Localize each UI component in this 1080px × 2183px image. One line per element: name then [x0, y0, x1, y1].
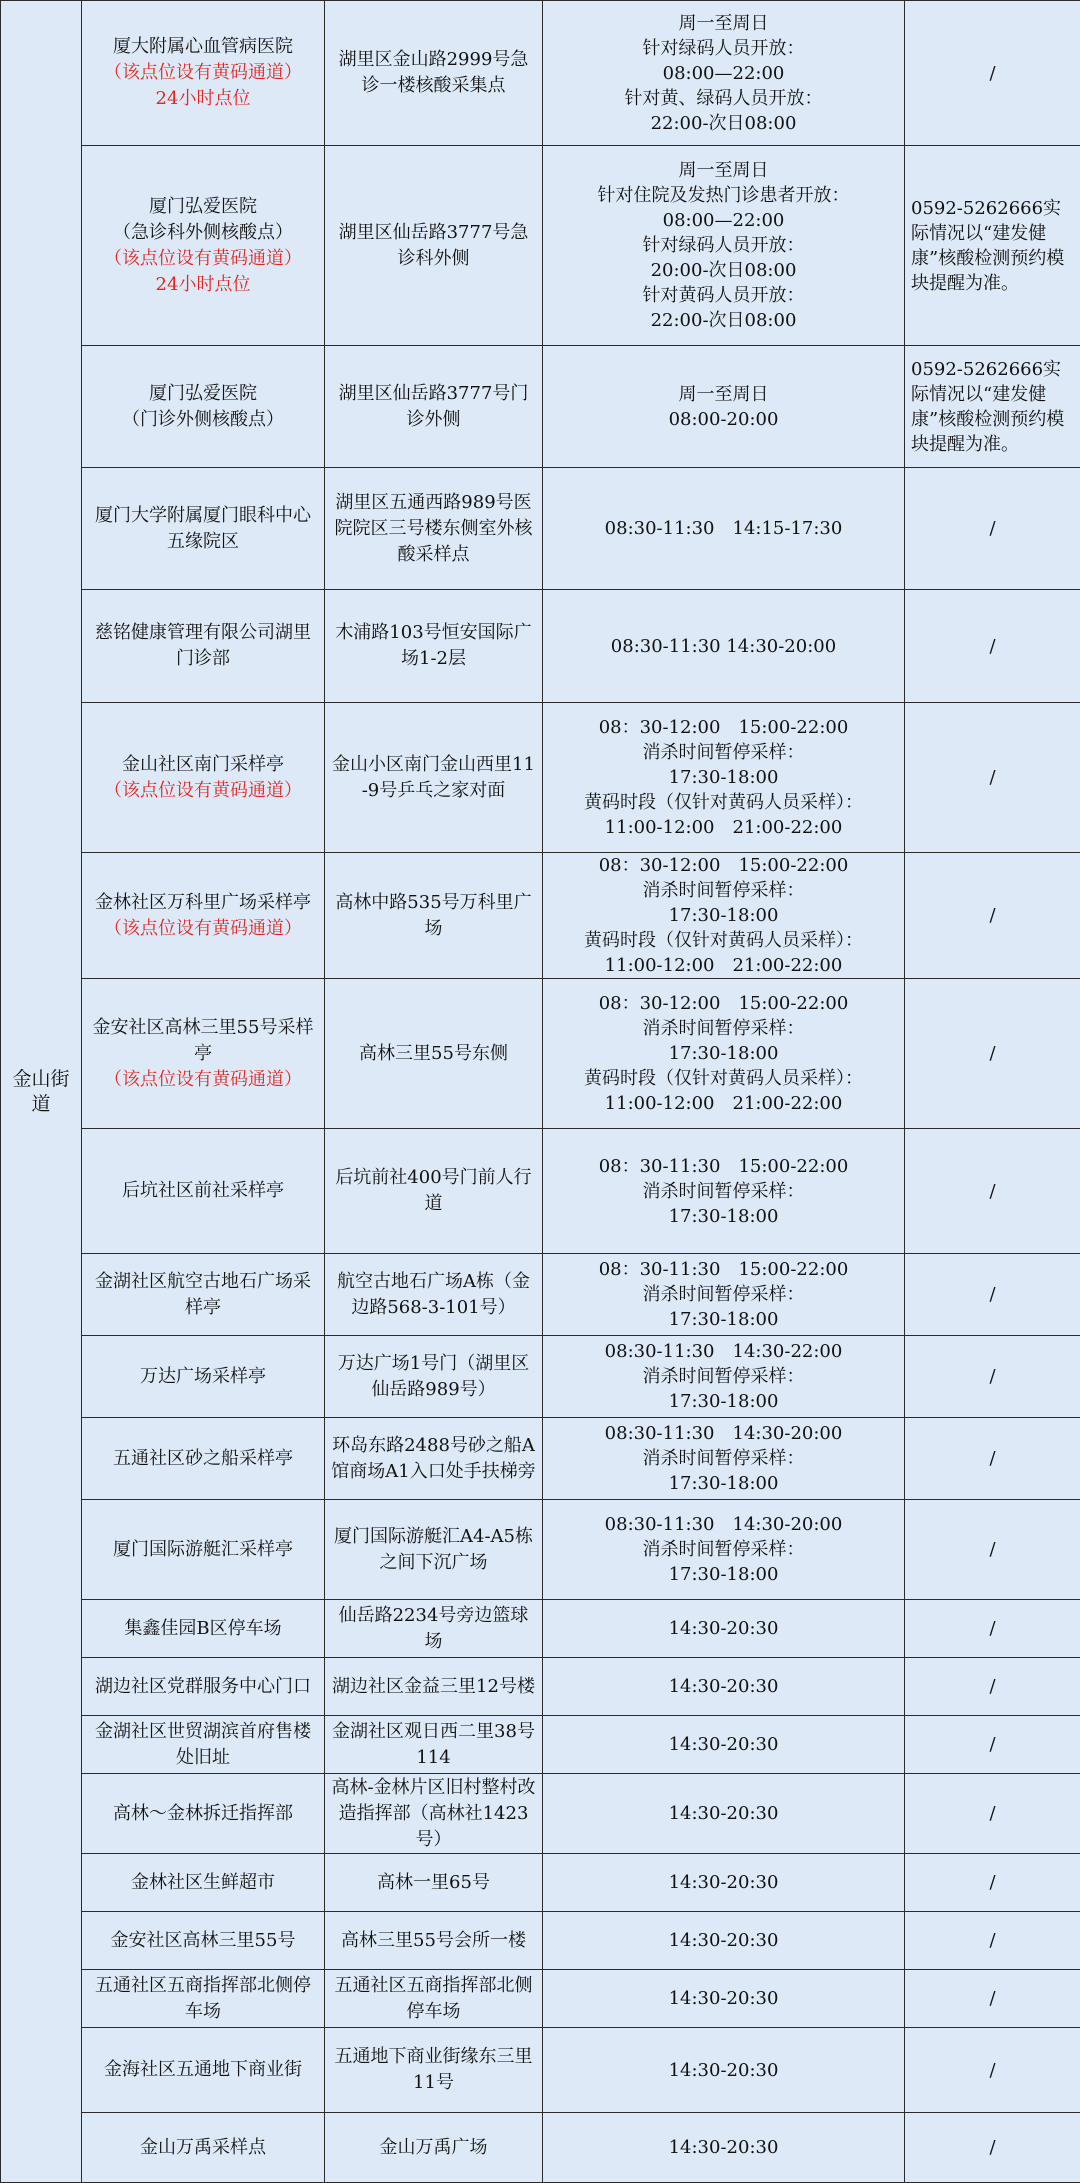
address-cell: 湖里区五通西路989号医院院区三号楼东侧室外核酸采样点: [325, 468, 543, 590]
cell-line: 针对住院及发热门诊患者开放：: [549, 183, 898, 208]
cell-line: 08:30-11:30 14:30-20:00: [549, 1512, 898, 1537]
address-cell: 木浦路103号恒安国际广场1-2层: [325, 590, 543, 703]
hours-cell: [543, 1658, 905, 1716]
cell-line: 14:30-20:30: [549, 1928, 898, 1953]
address-cell: 后坑前社400号门前人行道: [325, 1129, 543, 1254]
hours-cell: [543, 346, 905, 468]
cell-line: 14:30-20:30: [549, 1870, 898, 1895]
table-row: [1, 468, 1080, 590]
cell-line: 厦门弘爱医院: [88, 381, 318, 407]
site-name-cell: [82, 1658, 325, 1716]
table-row: [1, 1336, 1080, 1418]
hours-cell: [543, 1500, 905, 1600]
contact-cell: /: [905, 1129, 1080, 1254]
contact-cell: /: [905, 979, 1080, 1129]
site-name-cell: [82, 1336, 325, 1418]
site-name-cell: [82, 1854, 325, 1912]
cell-line: 五通社区五商指挥部北侧停车场: [88, 1973, 318, 2025]
contact-cell: /: [905, 1336, 1080, 1418]
cell-line: 金湖社区世贸湖滨首府售楼处旧址: [88, 1719, 318, 1771]
cell-line: 17:30-18:00: [549, 1307, 898, 1332]
cell-line: 消杀时间暂停采样：: [549, 1282, 898, 1307]
cell-line: 11:00-12:00 21:00-22:00: [549, 953, 898, 978]
cell-line: 17:30-18:00: [549, 1041, 898, 1066]
cell-line: 08:00—22:00: [549, 61, 898, 86]
table-body: [1, 1, 1080, 2183]
contact-cell: /: [905, 2028, 1080, 2113]
cell-line: 22:00-次日08:00: [549, 308, 898, 333]
contact-cell: /: [905, 2113, 1080, 2183]
yellow-code-note: （该点位设有黄码通道）: [88, 778, 318, 804]
cell-line: 慈铭健康管理有限公司湖里门诊部: [88, 620, 318, 672]
cell-line: 11:00-12:00 21:00-22:00: [549, 815, 898, 840]
cell-line: 金海社区五通地下商业街: [88, 2057, 318, 2083]
hours-cell: [543, 1, 905, 146]
address-cell: 湖里区金山路2999号急诊一楼核酸采集点: [325, 1, 543, 146]
table-row: [1, 2113, 1080, 2183]
address-cell: 金湖社区观日西二里38号114: [325, 1716, 543, 1774]
cell-line: 厦门弘爱医院: [88, 194, 318, 220]
site-name-cell: [82, 1774, 325, 1854]
table-row: [1, 979, 1080, 1129]
contact-cell: /: [905, 853, 1080, 979]
site-name-cell: [82, 1912, 325, 1970]
cell-line: 针对绿码人员开放：: [549, 36, 898, 61]
hours-cell: [543, 1774, 905, 1854]
yellow-code-note: 24小时点位: [88, 272, 318, 298]
table-row: [1, 1, 1080, 146]
site-name-cell: [82, 703, 325, 853]
site-name-cell: [82, 1129, 325, 1254]
table-row: [1, 1129, 1080, 1254]
site-name-cell: [82, 1500, 325, 1600]
hours-cell: [543, 853, 905, 979]
cell-line: 湖边社区党群服务中心门口: [88, 1674, 318, 1700]
site-name-cell: [82, 1, 325, 146]
cell-line: 厦大附属心血管病医院: [88, 34, 318, 60]
hours-cell: [543, 590, 905, 703]
table-row: [1, 590, 1080, 703]
cell-line: 周一至周日: [549, 11, 898, 36]
contact-cell: /: [905, 1500, 1080, 1600]
table-row: [1, 1418, 1080, 1500]
site-name-cell: [82, 590, 325, 703]
cell-line: 14:30-20:30: [549, 1732, 898, 1757]
address-cell: 仙岳路2234号旁边篮球场: [325, 1600, 543, 1658]
cell-line: 14:30-20:30: [549, 1616, 898, 1641]
table-row: [1, 853, 1080, 979]
site-name-cell: [82, 146, 325, 346]
contact-cell: /: [905, 590, 1080, 703]
site-name-cell: [82, 346, 325, 468]
hours-cell: [543, 1418, 905, 1500]
address-cell: 高林三里55号会所一楼: [325, 1912, 543, 1970]
address-cell: 湖里区仙岳路3777号门诊外侧: [325, 346, 543, 468]
site-name-cell: [82, 1600, 325, 1658]
contact-cell: /: [905, 1854, 1080, 1912]
yellow-code-note: （该点位设有黄码通道）: [88, 246, 318, 272]
hours-cell: [543, 1970, 905, 2028]
cell-line: 周一至周日: [549, 158, 898, 183]
address-cell: 高林一里65号: [325, 1854, 543, 1912]
site-name-cell: [82, 1418, 325, 1500]
cell-line: 五通社区砂之船采样亭: [88, 1446, 318, 1472]
cell-line: 黄码时段（仅针对黄码人员采样）：: [549, 790, 898, 815]
contact-cell: /: [905, 1658, 1080, 1716]
table-row: [1, 1658, 1080, 1716]
hours-cell: [543, 1854, 905, 1912]
yellow-code-note: （该点位设有黄码通道）: [88, 1067, 318, 1093]
cell-line: 14:30-20:30: [549, 1674, 898, 1699]
hours-cell: [543, 1600, 905, 1658]
site-name-cell: [82, 979, 325, 1129]
cell-line: 14:30-20:30: [549, 1986, 898, 2011]
cell-line: 22:00-次日08:00: [549, 111, 898, 136]
cell-line: 黄码时段（仅针对黄码人员采样）：: [549, 928, 898, 953]
contact-cell: /: [905, 1970, 1080, 2028]
cell-line: 17:30-18:00: [549, 1471, 898, 1496]
address-cell: 环岛东路2488号砂之船A馆商场A1入口处手扶梯旁: [325, 1418, 543, 1500]
hours-cell: [543, 2028, 905, 2113]
address-cell: 湖边社区金益三里12号楼: [325, 1658, 543, 1716]
cell-line: 17:30-18:00: [549, 1204, 898, 1229]
contact-cell: /: [905, 468, 1080, 590]
address-cell: 金山万禹广场: [325, 2113, 543, 2183]
address-cell: 高林三里55号东侧: [325, 979, 543, 1129]
hours-cell: [543, 1912, 905, 1970]
cell-line: 08:30-11:30 14:30-22:00: [549, 1339, 898, 1364]
hours-cell: [543, 2113, 905, 2183]
cell-line: 万达广场采样亭: [88, 1364, 318, 1390]
yellow-code-note: （该点位设有黄码通道）: [88, 60, 318, 86]
contact-cell: /: [905, 1716, 1080, 1774]
cell-line: 金林社区生鲜超市: [88, 1870, 318, 1896]
table-row: [1, 703, 1080, 853]
cell-line: 消杀时间暂停采样：: [549, 1364, 898, 1389]
table-row: [1, 1912, 1080, 1970]
cell-line: 08：30-12:00 15:00-22:00: [549, 853, 898, 878]
cell-line: 08：30-11:30 15:00-22:00: [549, 1154, 898, 1179]
table-row: [1, 1716, 1080, 1774]
cell-line: 08:00—22:00: [549, 208, 898, 233]
site-name-cell: [82, 853, 325, 979]
cell-line: 金湖社区航空古地石广场采样亭: [88, 1269, 318, 1321]
hours-cell: [543, 1129, 905, 1254]
site-name-cell: [82, 468, 325, 590]
cell-line: 金山万禹采样点: [88, 2135, 318, 2161]
yellow-code-note: 24小时点位: [88, 86, 318, 112]
contact-cell: /: [905, 703, 1080, 853]
contact-cell: /: [905, 1254, 1080, 1336]
hours-cell: [543, 979, 905, 1129]
yellow-code-note: （该点位设有黄码通道）: [88, 916, 318, 942]
cell-line: 金安社区高林三里55号: [88, 1928, 318, 1954]
contact-cell: /: [905, 1774, 1080, 1854]
cell-line: 集鑫佳园B区停车场: [88, 1616, 318, 1642]
hours-cell: [543, 468, 905, 590]
contact-cell: /: [905, 1912, 1080, 1970]
hours-cell: [543, 1716, 905, 1774]
cell-line: 08:30-11:30 14:30-20:00: [549, 634, 898, 659]
table-row: [1, 1254, 1080, 1336]
contact-cell: /: [905, 1, 1080, 146]
hours-cell: [543, 146, 905, 346]
hours-cell: [543, 703, 905, 853]
site-name-cell: [82, 1970, 325, 2028]
address-cell: 万达广场1号门（湖里区仙岳路989号）: [325, 1336, 543, 1418]
site-name-cell: [82, 1254, 325, 1336]
contact-cell: /: [905, 1600, 1080, 1658]
cell-line: 高林～金林拆迁指挥部: [88, 1801, 318, 1827]
table-row: [1, 2028, 1080, 2113]
cell-line: 11:00-12:00 21:00-22:00: [549, 1091, 898, 1116]
address-cell: 五通地下商业街缘东三里11号: [325, 2028, 543, 2113]
cell-line: 针对黄、绿码人员开放：: [549, 86, 898, 111]
cell-line: 14:30-20:30: [549, 2058, 898, 2083]
hours-cell: [543, 1254, 905, 1336]
cell-line: （门诊外侧核酸点）: [88, 407, 318, 433]
table-row: [1, 1854, 1080, 1912]
table-row: [1, 146, 1080, 346]
site-name-cell: [82, 1716, 325, 1774]
cell-line: 17:30-18:00: [549, 903, 898, 928]
cell-line: 针对绿码人员开放：: [549, 233, 898, 258]
address-cell: 金山小区南门金山西里11-9号乒乓之家对面: [325, 703, 543, 853]
cell-line: 消杀时间暂停采样：: [549, 1179, 898, 1204]
contact-cell: 0592-5262666实际情况以“建发健康”核酸检测预约模块提醒为准。: [905, 146, 1080, 346]
cell-line: 后坑社区前社采样亭: [88, 1178, 318, 1204]
table-row: [1, 1500, 1080, 1600]
address-cell: 航空古地石广场A栋（金边路568-3-101号）: [325, 1254, 543, 1336]
cell-line: 黄码时段（仅针对黄码人员采样）：: [549, 1066, 898, 1091]
table-row: [1, 346, 1080, 468]
contact-cell: 0592-5262666实际情况以“建发健康”核酸检测预约模块提醒为准。: [905, 346, 1080, 468]
address-cell: 湖里区仙岳路3777号急诊科外侧: [325, 146, 543, 346]
cell-line: 金安社区高林三里55号采样亭: [88, 1015, 318, 1067]
address-cell: 五通社区五商指挥部北侧停车场: [325, 1970, 543, 2028]
cell-line: 金山社区南门采样亭: [88, 752, 318, 778]
cell-line: 消杀时间暂停采样：: [549, 1537, 898, 1562]
street-name-cell: 金山街道: [1, 1, 82, 2183]
cell-line: 08:00-20:00: [549, 407, 898, 432]
table-row: [1, 1600, 1080, 1658]
table-row: [1, 1970, 1080, 2028]
cell-line: 14:30-20:30: [549, 2135, 898, 2160]
table-row: [1, 1774, 1080, 1854]
contact-cell: /: [905, 1418, 1080, 1500]
cell-line: 08:30-11:30 14:30-20:00: [549, 1421, 898, 1446]
cell-line: 17:30-18:00: [549, 1562, 898, 1587]
site-name-cell: [82, 2028, 325, 2113]
cell-line: 14:30-20:30: [549, 1801, 898, 1826]
cell-line: 20:00-次日08:00: [549, 258, 898, 283]
cell-line: 消杀时间暂停采样：: [549, 740, 898, 765]
site-name-cell: [82, 2113, 325, 2183]
cell-line: 17:30-18:00: [549, 765, 898, 790]
cell-line: 08：30-12:00 15:00-22:00: [549, 715, 898, 740]
cell-line: 厦门国际游艇汇采样亭: [88, 1537, 318, 1563]
cell-line: 消杀时间暂停采样：: [549, 878, 898, 903]
cell-line: 针对黄码人员开放：: [549, 283, 898, 308]
address-cell: 厦门国际游艇汇A4-A5栋之间下沉广场: [325, 1500, 543, 1600]
cell-line: 08：30-12:00 15:00-22:00: [549, 991, 898, 1016]
cell-line: 消杀时间暂停采样：: [549, 1446, 898, 1471]
cell-line: 08：30-11:30 15:00-22:00: [549, 1257, 898, 1282]
cell-line: 17:30-18:00: [549, 1389, 898, 1414]
cell-line: 消杀时间暂停采样：: [549, 1016, 898, 1041]
address-cell: 高林中路535号万科里广场: [325, 853, 543, 979]
cell-line: 08:30-11:30 14:15-17:30: [549, 516, 898, 541]
cell-line: 周一至周日: [549, 382, 898, 407]
hours-cell: [543, 1336, 905, 1418]
cell-line: 厦门大学附属厦门眼科中心五缘院区: [88, 503, 318, 555]
cell-line: 金林社区万科里广场采样亭: [88, 890, 318, 916]
cell-line: （急诊科外侧核酸点）: [88, 220, 318, 246]
address-cell: 高林-金林片区旧村整村改造指挥部（高林社1423号）: [325, 1774, 543, 1854]
